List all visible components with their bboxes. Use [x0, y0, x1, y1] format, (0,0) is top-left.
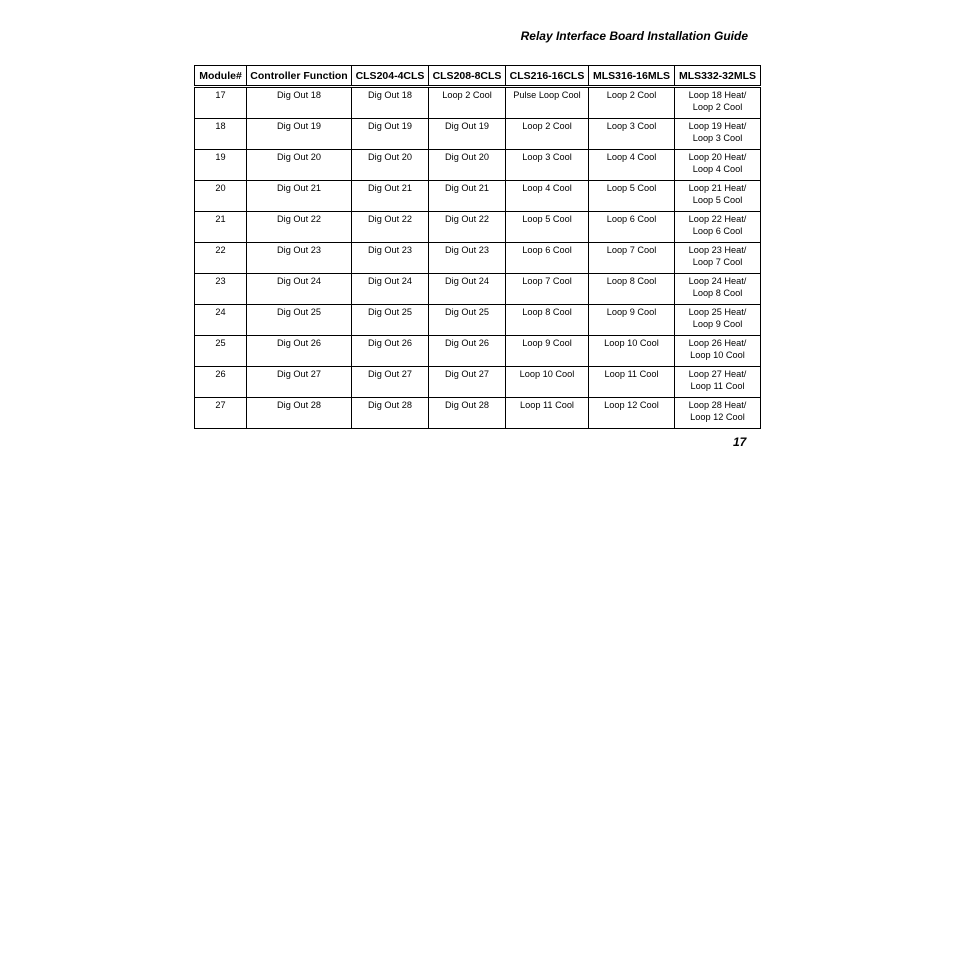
column-header-cls216: CLS216-16CLS — [506, 66, 589, 87]
module-mapping-table — [194, 65, 761, 429]
cell-mls332: Loop 21 Heat/ Loop 5 Cool — [675, 181, 761, 212]
column-header-cls204: CLS204-4CLS — [352, 66, 429, 87]
page-number: 17 — [733, 435, 747, 449]
cell-mls316: Loop 7 Cool — [589, 243, 675, 274]
table-row — [195, 274, 761, 305]
cell-cls204: Dig Out 23 — [352, 243, 429, 274]
cell-mls316: Loop 9 Cool — [589, 305, 675, 336]
cell-cls204: Dig Out 19 — [352, 119, 429, 150]
cell-mls332: Loop 20 Heat/ Loop 4 Cool — [675, 150, 761, 181]
cell-cls208: Dig Out 21 — [429, 181, 506, 212]
cell-module: 25 — [195, 336, 247, 367]
cell-cls204: Dig Out 28 — [352, 398, 429, 429]
cell-cls204: Dig Out 21 — [352, 181, 429, 212]
cell-cls204: Dig Out 22 — [352, 212, 429, 243]
cell-mls332: Loop 28 Heat/ Loop 12 Cool — [675, 398, 761, 429]
column-header-cls208: CLS208-8CLS — [429, 66, 506, 87]
cell-module: 24 — [195, 305, 247, 336]
cell-mls332: Loop 26 Heat/ Loop 10 Cool — [675, 336, 761, 367]
column-header-module: Module# — [195, 66, 247, 87]
cell-cls208: Dig Out 27 — [429, 367, 506, 398]
cell-controller-function: Dig Out 26 — [247, 336, 352, 367]
cell-cls216: Loop 3 Cool — [506, 150, 589, 181]
cell-cls204: Dig Out 25 — [352, 305, 429, 336]
cell-cls208: Dig Out 23 — [429, 243, 506, 274]
cell-cls208: Dig Out 24 — [429, 274, 506, 305]
cell-mls332: Loop 25 Heat/ Loop 9 Cool — [675, 305, 761, 336]
cell-controller-function: Dig Out 18 — [247, 87, 352, 119]
cell-cls204: Dig Out 18 — [352, 87, 429, 119]
cell-controller-function: Dig Out 25 — [247, 305, 352, 336]
cell-controller-function: Dig Out 27 — [247, 367, 352, 398]
cell-mls332: Loop 18 Heat/ Loop 2 Cool — [675, 87, 761, 119]
cell-module: 17 — [195, 87, 247, 119]
cell-mls332: Loop 19 Heat/ Loop 3 Cool — [675, 119, 761, 150]
cell-controller-function: Dig Out 19 — [247, 119, 352, 150]
cell-cls208: Dig Out 26 — [429, 336, 506, 367]
cell-cls216: Loop 8 Cool — [506, 305, 589, 336]
cell-cls204: Dig Out 20 — [352, 150, 429, 181]
cell-cls216: Loop 7 Cool — [506, 274, 589, 305]
cell-controller-function: Dig Out 28 — [247, 398, 352, 429]
table-row — [195, 212, 761, 243]
cell-cls204: Dig Out 27 — [352, 367, 429, 398]
running-header: Relay Interface Board Installation Guide — [520, 29, 748, 43]
cell-module: 21 — [195, 212, 247, 243]
cell-module: 23 — [195, 274, 247, 305]
cell-module: 19 — [195, 150, 247, 181]
cell-mls316: Loop 11 Cool — [589, 367, 675, 398]
cell-mls332: Loop 23 Heat/ Loop 7 Cool — [675, 243, 761, 274]
table-row — [195, 336, 761, 367]
cell-mls316: Loop 4 Cool — [589, 150, 675, 181]
cell-controller-function: Dig Out 21 — [247, 181, 352, 212]
cell-module: 22 — [195, 243, 247, 274]
cell-module: 20 — [195, 181, 247, 212]
cell-cls216: Pulse Loop Cool — [506, 87, 589, 119]
cell-cls216: Loop 9 Cool — [506, 336, 589, 367]
cell-mls316: Loop 12 Cool — [589, 398, 675, 429]
cell-cls216: Loop 4 Cool — [506, 181, 589, 212]
cell-cls216: Loop 11 Cool — [506, 398, 589, 429]
table-row — [195, 87, 761, 119]
cell-controller-function: Dig Out 24 — [247, 274, 352, 305]
column-header-controller-function: Controller Function — [247, 66, 352, 87]
cell-controller-function: Dig Out 22 — [247, 212, 352, 243]
cell-mls316: Loop 6 Cool — [589, 212, 675, 243]
table-row — [195, 367, 761, 398]
table-row — [195, 305, 761, 336]
cell-mls316: Loop 2 Cool — [589, 87, 675, 119]
cell-mls316: Loop 3 Cool — [589, 119, 675, 150]
table-row — [195, 243, 761, 274]
cell-mls332: Loop 27 Heat/ Loop 11 Cool — [675, 367, 761, 398]
table-row — [195, 150, 761, 181]
cell-cls208: Loop 2 Cool — [429, 87, 506, 119]
cell-module: 18 — [195, 119, 247, 150]
cell-cls204: Dig Out 26 — [352, 336, 429, 367]
table-row — [195, 181, 761, 212]
cell-mls332: Loop 24 Heat/ Loop 8 Cool — [675, 274, 761, 305]
cell-mls316: Loop 10 Cool — [589, 336, 675, 367]
table-row — [195, 398, 761, 429]
cell-controller-function: Dig Out 23 — [247, 243, 352, 274]
cell-module: 27 — [195, 398, 247, 429]
column-header-mls316: MLS316-16MLS — [589, 66, 675, 87]
cell-mls316: Loop 8 Cool — [589, 274, 675, 305]
cell-cls208: Dig Out 25 — [429, 305, 506, 336]
cell-mls316: Loop 5 Cool — [589, 181, 675, 212]
cell-cls208: Dig Out 22 — [429, 212, 506, 243]
table-row — [195, 119, 761, 150]
table-header-row — [195, 66, 761, 87]
cell-mls332: Loop 22 Heat/ Loop 6 Cool — [675, 212, 761, 243]
cell-cls208: Dig Out 20 — [429, 150, 506, 181]
cell-cls208: Dig Out 19 — [429, 119, 506, 150]
cell-module: 26 — [195, 367, 247, 398]
cell-cls208: Dig Out 28 — [429, 398, 506, 429]
cell-cls204: Dig Out 24 — [352, 274, 429, 305]
cell-cls216: Loop 10 Cool — [506, 367, 589, 398]
cell-cls216: Loop 5 Cool — [506, 212, 589, 243]
cell-cls216: Loop 6 Cool — [506, 243, 589, 274]
cell-cls216: Loop 2 Cool — [506, 119, 589, 150]
cell-controller-function: Dig Out 20 — [247, 150, 352, 181]
column-header-mls332: MLS332-32MLS — [675, 66, 761, 87]
